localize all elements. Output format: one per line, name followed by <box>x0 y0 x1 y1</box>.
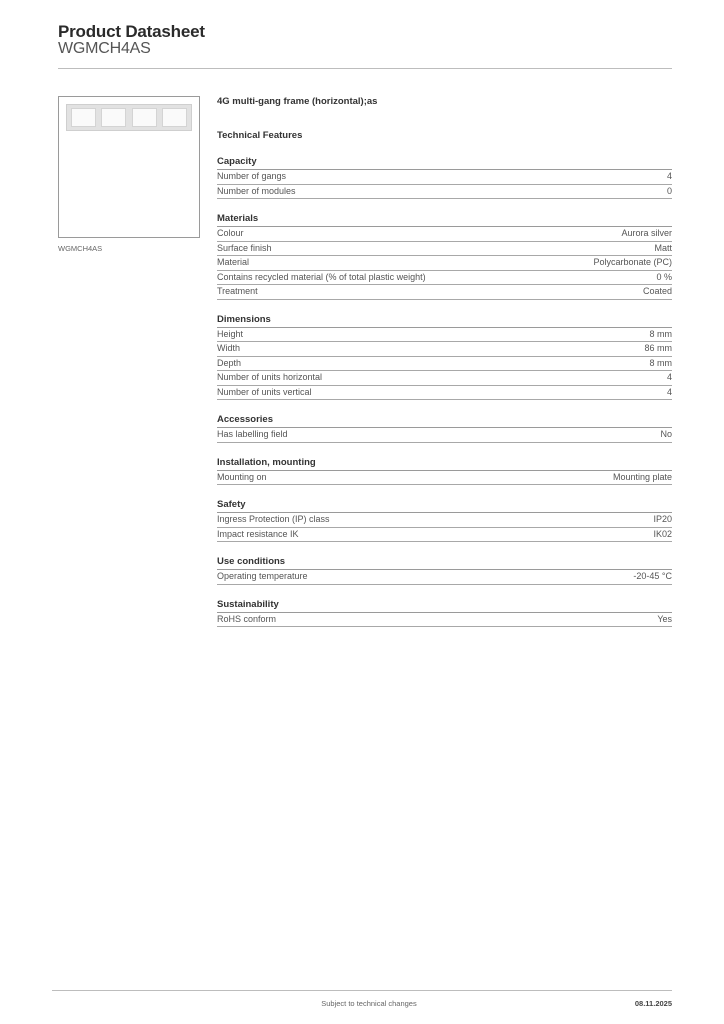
product-code: WGMCH4AS <box>58 40 151 57</box>
section-title: Safety <box>217 499 672 513</box>
frame-gang <box>162 108 187 127</box>
spec-value: IK02 <box>653 528 672 539</box>
spec-label: Height <box>217 328 244 339</box>
spec-label: Depth <box>217 357 242 368</box>
spec-row <box>217 371 672 386</box>
spec-value: -20-45 °C <box>633 571 672 581</box>
spec-value: Mounting plate <box>612 471 672 482</box>
frame-gang <box>132 108 157 127</box>
spec-row <box>217 613 672 628</box>
spec-value: 8 mm <box>649 328 672 339</box>
spec-section <box>217 213 672 300</box>
spec-row <box>217 256 672 271</box>
spec-value: Matt <box>654 242 672 253</box>
spec-row <box>217 357 672 372</box>
spec-row <box>217 342 672 357</box>
spec-value: 4 <box>666 171 672 181</box>
spec-value: Coated <box>642 286 672 296</box>
spec-value: 4 <box>666 372 672 382</box>
spec-label: Treatment <box>217 286 258 296</box>
spec-label: Ingress Protection (IP) class <box>217 514 330 524</box>
spec-row <box>217 242 672 257</box>
section-title: Sustainability <box>217 599 672 613</box>
spec-label: Number of gangs <box>217 171 287 181</box>
spec-row <box>217 570 672 585</box>
section-title: Materials <box>217 213 672 227</box>
spec-value: 0 <box>666 185 672 196</box>
spec-label: Impact resistance IK <box>217 528 299 539</box>
footer-divider <box>52 990 672 991</box>
section-title: Capacity <box>217 156 672 170</box>
spec-section <box>217 499 672 542</box>
spec-label: Colour <box>217 228 244 238</box>
spec-row <box>217 528 672 543</box>
product-image <box>58 96 200 238</box>
spec-value: 8 mm <box>649 357 672 368</box>
spec-label: Surface finish <box>217 242 272 253</box>
spec-label: Number of units horizontal <box>217 372 323 382</box>
spec-value: Yes <box>657 613 672 624</box>
spec-value: IP20 <box>653 514 672 524</box>
spec-label: Material <box>217 257 250 267</box>
section-title: Use conditions <box>217 556 672 570</box>
spec-section <box>217 414 672 443</box>
spec-value: 0 % <box>656 271 672 282</box>
spec-row <box>217 513 672 528</box>
product-name: 4G multi-gang frame (horizontal);as <box>217 96 378 107</box>
spec-row <box>217 328 672 343</box>
spec-label: Has labelling field <box>217 429 288 439</box>
spec-row <box>217 170 672 185</box>
frame-gang <box>71 108 96 127</box>
spec-row <box>217 271 672 286</box>
image-caption: WGMCH4AS <box>58 244 103 253</box>
spec-sections <box>217 156 672 627</box>
spec-section <box>217 599 672 628</box>
header-divider <box>58 68 672 69</box>
spec-row <box>217 428 672 443</box>
spec-label: Number of modules <box>217 185 296 196</box>
section-title: Dimensions <box>217 314 672 328</box>
spec-value: 86 mm <box>644 343 672 353</box>
spec-value: 4 <box>666 386 672 397</box>
spec-label: Width <box>217 343 241 353</box>
section-title: Installation, mounting <box>217 457 672 471</box>
product-frame-image <box>66 104 192 131</box>
frame-gang <box>101 108 126 127</box>
spec-label: Operating temperature <box>217 571 308 581</box>
spec-row <box>217 227 672 242</box>
footer-date: 08.11.2025 <box>634 999 672 1008</box>
spec-label: Mounting on <box>217 471 267 482</box>
spec-section <box>217 314 672 401</box>
spec-label: Number of units vertical <box>217 386 312 397</box>
spec-row <box>217 185 672 200</box>
section-title: Accessories <box>217 414 672 428</box>
spec-value: No <box>660 429 672 439</box>
spec-section <box>217 556 672 585</box>
spec-label: RoHS conform <box>217 613 277 624</box>
spec-row <box>217 386 672 401</box>
spec-section <box>217 457 672 486</box>
page-title: Product Datasheet <box>58 22 205 41</box>
spec-value: Aurora silver <box>621 228 672 238</box>
spec-label: Contains recycled material (% of total plastic weight) <box>217 271 426 282</box>
spec-row <box>217 285 672 300</box>
technical-features-heading: Technical Features <box>217 130 303 141</box>
spec-row <box>217 471 672 486</box>
footer-note: Subject to technical changes <box>321 999 417 1008</box>
spec-value: Polycarbonate (PC) <box>593 257 672 267</box>
spec-table <box>217 96 672 627</box>
spec-section <box>217 156 672 199</box>
